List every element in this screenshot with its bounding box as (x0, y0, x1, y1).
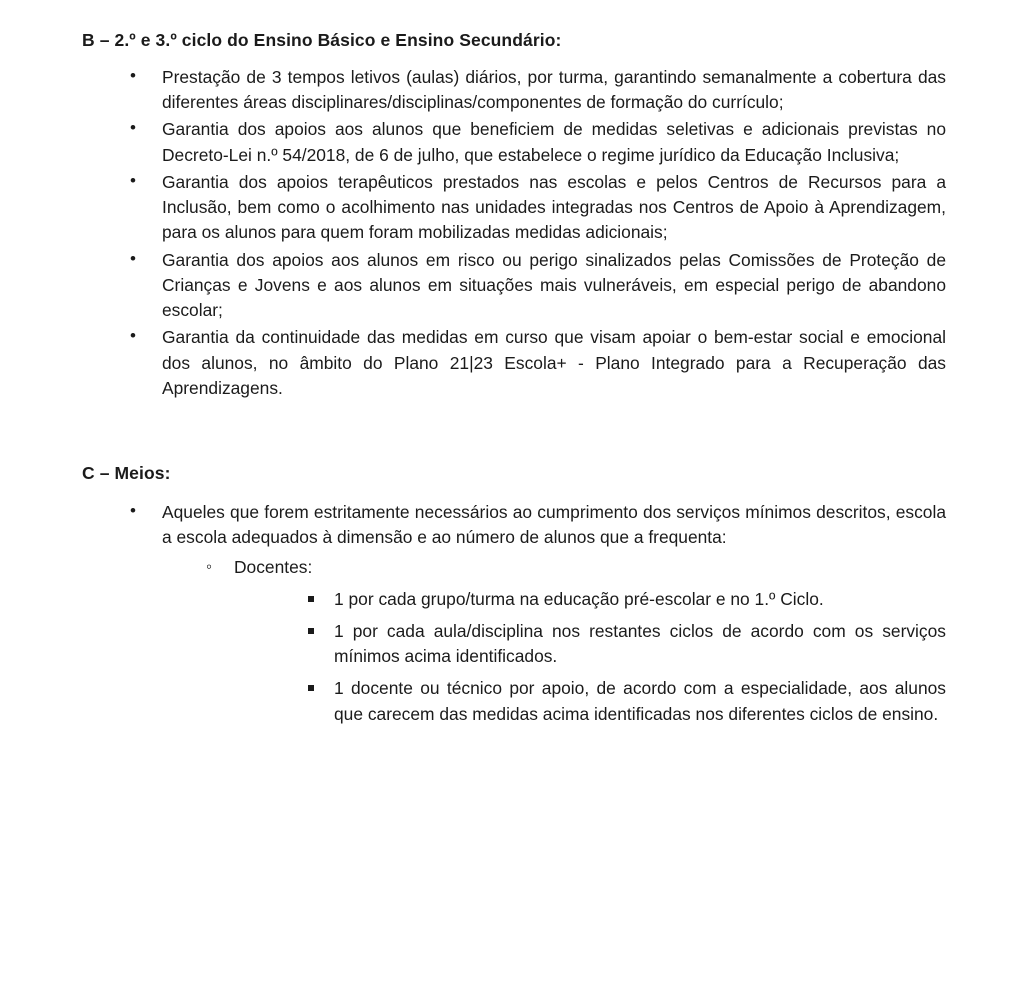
list-item-text: 1 docente ou técnico por apoio, de acordo com a especialidade, aos alunos que carecem das medidas acima identificadas nos diferentes ciclos de ensino. (334, 678, 946, 724)
section-heading-c: C – Meios: (82, 463, 171, 484)
list-item-text: • Aqueles que forem estritamente necessários ao cumprimento dos serviços mínimos descritos, escola a escola adequados à dimensão e ao número de alunos que a frequenta: (162, 502, 946, 548)
list-item-text: 1 por cada grupo/turma na educação pré-escolar e no 1.º Ciclo. (334, 588, 824, 609)
list-item-text: • Garantia dos apoios terapêuticos prestados nas escolas e pelos Centros de Recursos para a Inclusão, bem como o acolhimento nas unidades integradas nos Centros de Apoio à Aprendizagem, para os alunos para quem foram mobilizadas medidas adicionais; (162, 171, 946, 243)
section-c-bullet-list (82, 500, 946, 727)
list-item-text: 1 por cada aula/disciplina nos restantes ciclos de acordo com os serviços mínimos acima identificados. (334, 620, 946, 667)
list-item-text: • Garantia da continuidade das medidas em curso que visam apoiar o bem-estar social e emocional dos alunos, no âmbito do Plano 21|23 Escola+ - Plano Integrado para a Recuperação das Aprendizagens. (162, 327, 946, 398)
list-item (198, 555, 946, 727)
list-item (296, 619, 946, 669)
section-c-sub-sub-list (296, 587, 946, 727)
section-c-sub-list (198, 555, 946, 727)
list-item-text: ◦ Docentes: (234, 556, 313, 577)
list-item (296, 587, 946, 612)
sub-sub-list-wrapper (234, 587, 946, 727)
list-item-text: • Garantia dos apoios aos alunos em risco ou perigo sinalizados pelas Comissões de Proteção de Crianças e Jovens e aos alunos em situações mais vulneráveis, em especial perigo de abandono escolar; (162, 249, 946, 321)
section-heading-b: B – 2.º e 3.º ciclo do Ensino Básico e Ensino Secundário: (82, 30, 562, 50)
sub-list-wrapper (162, 555, 946, 727)
list-item-text: • Prestação de 3 tempos letivos (aulas) diários, por turma, garantindo semanalmente a cobertura das diferentes áreas disciplinares/disciplinas/componentes de formação do currículo; (162, 67, 946, 113)
list-item (296, 676, 946, 726)
list-item (118, 170, 946, 246)
list-item (118, 500, 946, 727)
list-item-text: • Garantia dos apoios aos alunos que beneficiem de medidas seletivas e adicionais previstas no Decreto-Lei n.º 54/2018, de 6 de julho, que estabelece o regime jurídico da Educação Inclusiva; (162, 119, 946, 165)
list-item (118, 65, 946, 115)
section-b-bullet-list (82, 65, 946, 401)
list-item (118, 325, 946, 401)
list-item (118, 117, 946, 167)
list-item (118, 248, 946, 324)
